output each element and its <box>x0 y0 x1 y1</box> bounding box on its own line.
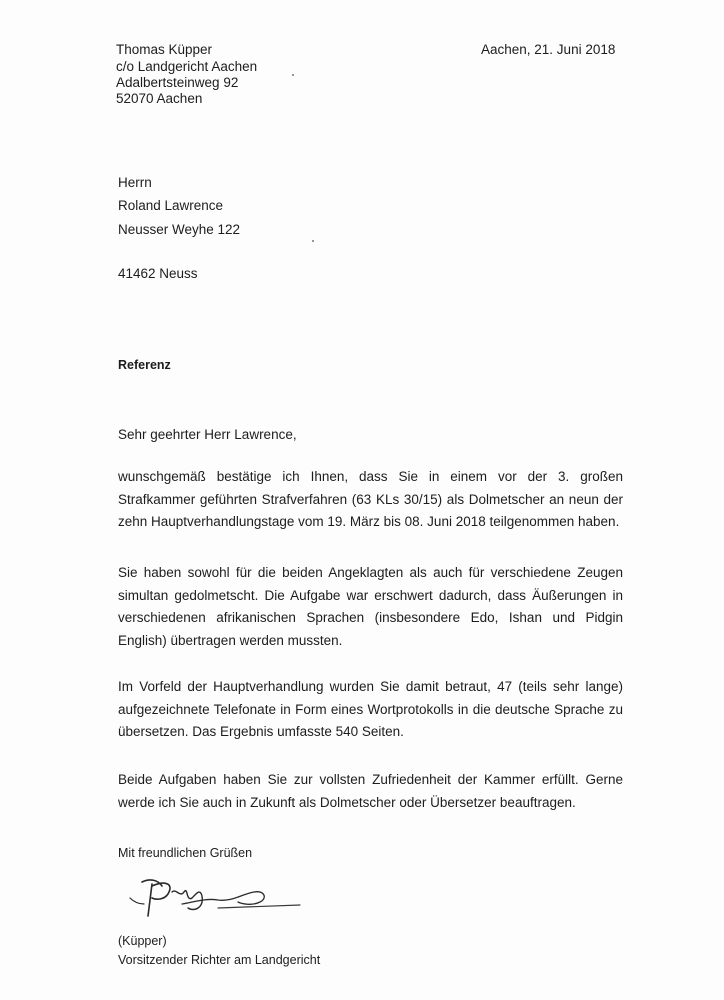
recipient-street: Neusser Weyhe 122 <box>118 222 241 237</box>
letter-date: Aachen, 21. Juni 2018 <box>481 42 616 57</box>
recipient-name: Roland Lawrence <box>118 198 224 213</box>
sender-city: 52070 Aachen <box>116 91 203 106</box>
sender-name: Thomas Küpper <box>116 42 213 57</box>
body-paragraph: wunschgemäß bestätige ich Ihnen, dass Sie in einem vor der 3. großen Strafkammer geführten Strafverfahren (63 KLs 30/15) als Dolmetscher an neun der zehn Hauptverhandlungstage vom 19. März bis 08. Juni 2018 teilgenommen haben. <box>118 469 623 529</box>
sender-street: Adalbertsteinweg 92 <box>116 75 239 90</box>
sender-line2: c/o Landgericht Aachen <box>116 59 258 74</box>
handwritten-signature <box>122 868 312 938</box>
letter-greeting: Sehr geehrter Herr Lawrence, <box>118 427 297 442</box>
body-paragraph: Im Vorfeld der Hauptverhandlung wurden Sie damit betraut, 47 (teils sehr lange) aufgezeichnete Telefonate in Form eines Wortprotokolls in die deutsche Sprache zu übersetzen. Das Ergebnis umfasste 540 Seiten. <box>118 679 623 739</box>
body-paragraph: Sie haben sowohl für die beiden Angeklagten als auch für verschiedene Zeugen simultan gedolmetscht. Die Aufgabe war erschwert dadurch, dass Äußerungen in verschiedenen afrikanischen Sprachen (insbesondere Edo, Ishan und Pidgin English) übertragen werden mussten. <box>118 565 623 648</box>
signer-name: (Küpper) <box>118 934 167 948</box>
recipient-city: 41462 Neuss <box>118 266 198 281</box>
scan-speck <box>312 240 314 242</box>
scan-speck <box>292 74 294 76</box>
body-paragraph: Beide Aufgaben haben Sie zur vollsten Zufriedenheit der Kammer erfüllt. Gerne werde ich Sie auch in Zukunft als Dolmetscher oder Übersetzer beauftragen. <box>118 772 623 810</box>
recipient-salutation: Herrn <box>118 175 152 190</box>
signer-title: Vorsitzender Richter am Landgericht <box>118 953 321 967</box>
letter-closing: Mit freundlichen Grüßen <box>118 846 253 860</box>
letter-subject: Referenz <box>118 358 171 372</box>
